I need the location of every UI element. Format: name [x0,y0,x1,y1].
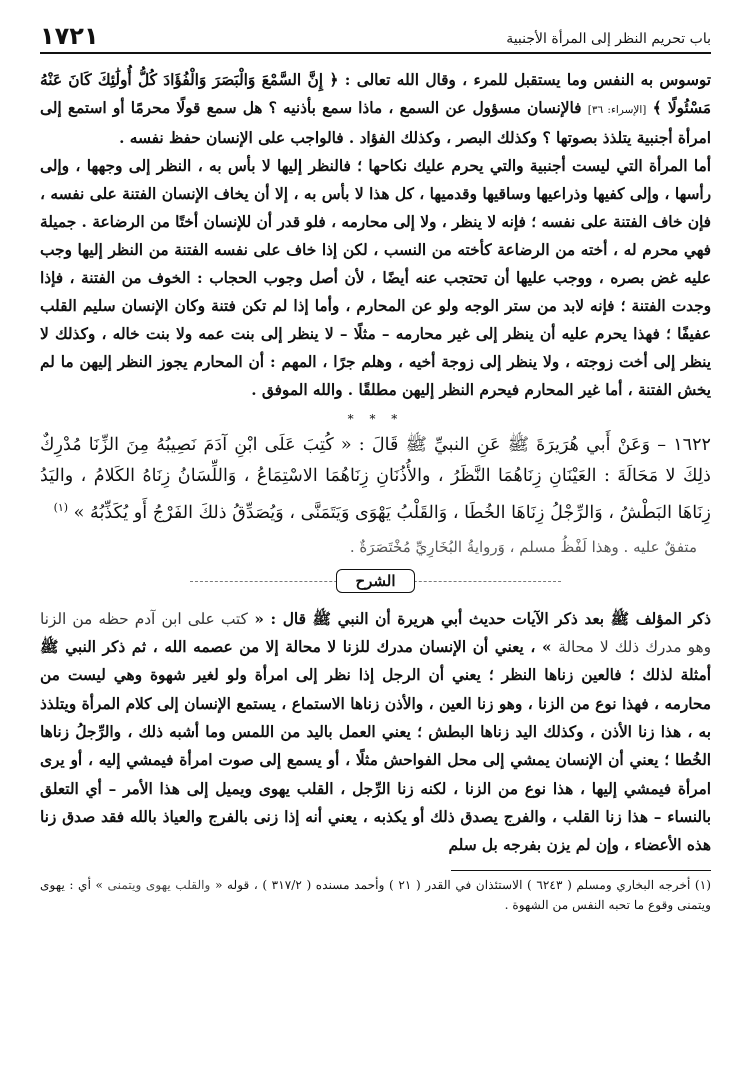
hadith-body: – وَعَنْ أَبي هُرَيرَةَ ﷺ عَنِ النبيِّ ﷺ قَالَ : « كُتِبَ عَلَى ابْنِ آدَمَ نَصِيبُهُ مِنَ الزِّنَا مُدْرِكٌ ذلِكَ لا مَحَالَةَ : العَيْنَانِ زِنَاهُمَا النَّظَرُ ، والأُذُنَانِ زِنَاهُمَا الاسْتِمَاعُ ، وَاللِّسَانُ زِنَاهُ الكَلامُ ، واليَدُ زِنَاهَا البَطْشُ ، وَالرِّجْلُ زِنَاهَا الخُطَا ، وَالقَلْبُ يَهْوَى وَيَتَمَنَّى ، وَيُصَدِّقُ ذلكَ الفَرْجُ أَو يُكَذِّبُهُ » [40,435,711,523]
verse-reference: [الإسراء: ٣٦] [587,104,647,116]
commentary-paragraph-1 [40,66,711,152]
commentary-continuation [40,66,711,404]
footnotes [40,875,711,915]
section-separator: * * * [347,412,404,426]
commentary-text: فالإنسان مسؤول عن السمع ، ماذا سمع بأذنيه ؟ هل سمع قولًا محرمًا أو استمع إلى امرأة أجنبية يتلذذ بصوتها ؟ وكذلك البصر ، وكذلك الفؤاد . فالواجب على الإنسان حفظ نفسه . [40,99,711,147]
footnote-1-gloss: » أي : يهوى ويتمنى وقوع ما تحبه النفس من الشهوة . [40,877,711,912]
sharh-intro: ذكر المؤلف ﷺ بعد ذكر الآيات حديث أبي هريرة أن النبي ﷺ قال : « [247,609,711,628]
hadith-text [40,430,711,529]
footnote-1-quote: والقلب يهوى ويتمنى [107,877,211,892]
sharh-heading: الشرح [336,569,414,593]
commentary-paragraph-2: أما المرأة التي ليست أجنبية والتي يحرم عليك نكاحها ؛ فالنظر إليها لا بأس به ، النظر إلى وجهها ، وإلى رأسها ، وإلى كفيها وذراعيها وساقيها وقدميها ، كل هذا لا بأس به ، إلا أن يخاف الإنسان الفتنة على نفسه ، فإن خاف الفتنة على نفسه ؛ فإنه لا ينظر ، ولا إلى محارمه ، فلو قدر أن للإنسان أختًا من الرضاعة . جميلة فهي محرم له ، أخته من الرضاعة كأخته من النسب ، لكن إذا خاف على نفسه الفتنة من النظر إليها وجب عليه غض بصره ، ووجب عليها أن تحتجب عنه أيضًا ، لأن أصل وجوب الحجاب : الخوف من الفتنة ، فإذا وجدت الفتنة ؛ فإنه لابد من ستر الوجه ولو عن المحارم ، وأما إذا لم تكن فتنة وكان الإنسان سليم القلب عفيفًا ؛ فهذا يحرم عليه أن ينظر إلى غير محارمه – مثلًا – لا ينظر إلى بنت عمه ولا بنت خاله ، وكذلك لا ينظر إلى أخت زوجته ، ولا ينظر إلى زوجة أخيه ، وهلم جرًا ، المهم : أن المحارم يجوز النظر إليهن ما لم يخش الفتنة ، أما غير المحارم فيحرم النظر إليهن مطلقًا . والله الموفق . [40,157,711,399]
sharh-heading-row [40,563,711,599]
sharh-quote: كتب على ابن آدم حظه من الزنا وهو مدرك ذلك لا محالة [40,609,711,657]
hadith-source: متفقٌ عليه . وهذا لَفْظُ مسلم ، وَروايةُ البُخَارِيِّ مُخْتَصَرَةٌ . [349,537,697,556]
running-header [40,22,711,54]
footnote-1-text: (١) أخرجه البخاري ومسلم ( ٦٢٤٣ ) الاستئذان في القدر ( ٢١ ) وأحمد مسنده ( ٣١٧/٢ ) ، قوله « [210,877,711,892]
footnote-marker[interactable]: (١) [53,501,69,514]
sharh-body: » ، يعني أن الإنسان مدرك للزنا لا محالة إلا من عصمه الله ، ثم ذكر النبي ﷺ أمثلة لذلك ؛ فالعين زناها النظر ؛ يعني أن الرجل إذا نظر إلى امرأة ولو لغير شهوة وهي ليست من محارمه ، فهذا نوع من الزنا ، وهو زنا العين ، والأذن زناها الاستماع ، يستمع الإنسان إلى كلام المرأة ويتلذذ به ، هذا زنا الأذن ، وكذلك اليد زناها البطش ؛ يعني العمل باليد من اللمس وما أشبه ذلك ، والرِّجلُ زناها الخُطا ؛ يعني أن الإنسان يمشي إلى محل الفواحش مثلًا ، أو يسمع إلى صوت امرأة فيمشي إليه ، أو يرى امرأة فيمشي إليها ، هذا نوع من الزنا ، لكنه زنا الرِّجل ، القلب يهوى ويميل إلى هذا الأمر – أي التعلق بالنساء – هذا زنا القلب ، والفرج يصدق ذلك أو يكذبه ، يعني أنه إذا زنى بالفرج والعياذ بالله فقد صدق زنا هذه الأعضاء ، وإن لم يزن بفرجه بل سلم [40,638,711,855]
sharh-paragraph [40,605,711,860]
chapter-title: باب تحريم النظر إلى المرأة الأجنبية [506,31,711,48]
verse-passage: توسوس به النفس وما يستقبل للمرء ، وقال الله تعالى : ﴿ إِنَّ السَّمْعَ وَالْبَصَرَ وَالْفُؤَادَ كُلُّ أُولَٰئِكَ كَانَ عَنْهُ مَسْئُولًا ﴾ [40,71,711,117]
hadith-number: ١٦٢٢ [673,435,711,455]
page-number: ١٧٢١ [40,22,99,50]
footnote-divider [451,870,711,871]
